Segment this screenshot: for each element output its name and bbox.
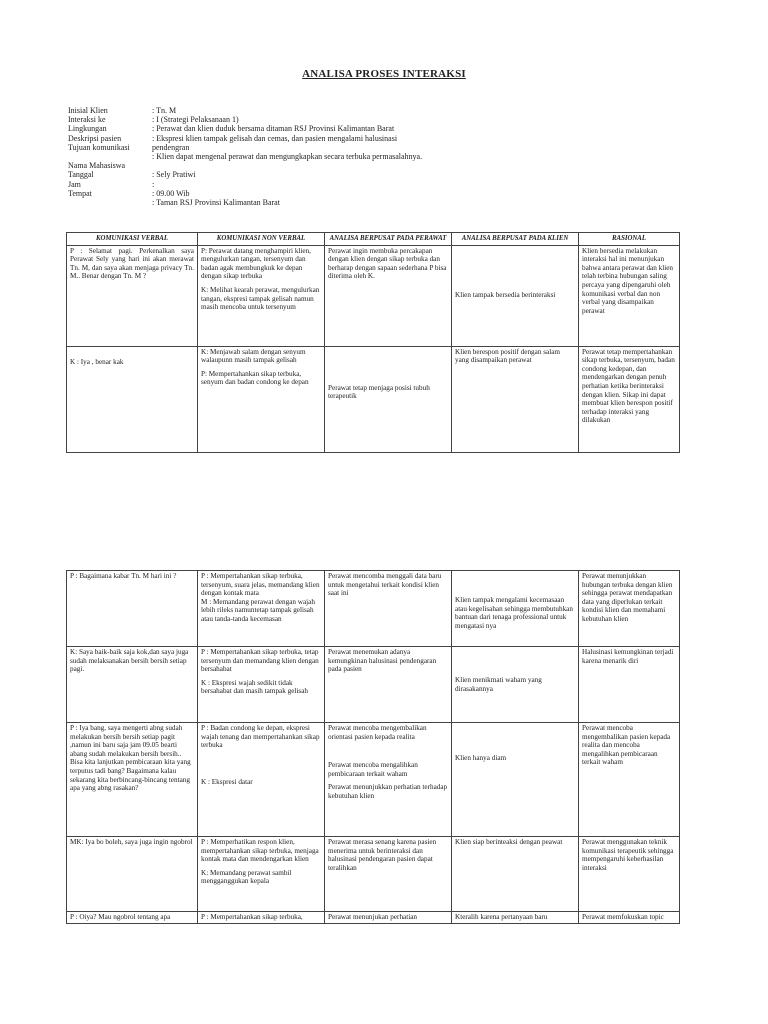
cell-verbal: P : Bagaimana kabar Tn. M hari ini ?	[67, 571, 198, 647]
cell-verbal	[67, 346, 198, 452]
header-nonverbal: KOMUNIKASI NON VERBAL	[198, 233, 325, 246]
table-row	[67, 245, 680, 346]
nonverbal-perawat: P : Mempertahankan sikap terbuka, tetap tersenyum dan memandang klien dengan bersahabat	[201, 648, 319, 674]
nonverbal-klien: K: Menjawab salam dengan senyum walaupunn masih tampak gelisah	[201, 347, 306, 365]
info-label	[68, 198, 152, 207]
cell-verbal: P : Selamat pagi. Perkenalkan saya Perawat Sely yang hari ini akan merawat Tn. M, dan saya akan menjaga privacy Tn. M.. Benar dengan Tn. M ?	[67, 245, 198, 346]
info-value: : Taman RSJ Provinsi Kalimantan Barat	[152, 198, 280, 208]
klien-text: Klien menikmati waham yang dirasakannya	[455, 676, 542, 693]
nonverbal-perawat: P: Mempertahankan sikap terbuka, senyum dan badan condong ke depan	[201, 369, 309, 387]
info-value: :	[152, 179, 155, 189]
nonverbal-klien: M : Memandang perawat dengan wajah lebih rileks namuntetap tampak gelisah atau tanda-tanda kecemasan	[201, 597, 315, 623]
table-row	[67, 346, 680, 452]
table-header-row	[67, 233, 680, 246]
info-label: Interaksi ke	[68, 115, 106, 125]
info-value: pendengran	[152, 142, 190, 152]
table-row	[67, 912, 680, 924]
cell-nonverbal: P : Mempertahankan sikap terbuka,	[198, 912, 325, 924]
info-value: : Sely Pratiwi	[152, 170, 196, 180]
klien-text: Klien tampak mengalami kecemasaan atau kegelisahan sehingga membutuhkan bantuan dari tenaga professional untuk mengatasi nya	[455, 596, 573, 630]
interaction-info	[68, 106, 422, 207]
info-value: : Ekspresi klien tampak gelisah dan cemas, dan pasien mengalami halusinasi	[152, 133, 398, 143]
cell-klien	[452, 723, 579, 837]
info-value: : I (Strategi Pelaksanaan 1)	[152, 115, 239, 125]
info-value: : 09.00 Wib	[152, 188, 190, 198]
nonverbal-klien: K: Memandang perawat sambil mengganggukan kepala	[201, 868, 292, 886]
cell-verbal: K: Saya baik-baik saja kok,dan saya juga sudah melaksanakan bersih bersih setiap pagi.	[67, 647, 198, 723]
cell-klien	[452, 647, 579, 723]
info-label: Deskripsi pasien	[68, 133, 122, 143]
cell-nonverbal	[198, 346, 325, 452]
perawat-text: Perawat tetap menjaga posisi tubuh terapeutik	[328, 383, 430, 401]
cell-perawat: Perawat menunjukan perhatian	[325, 912, 452, 924]
info-value: : Perawat dan klien duduk bersama ditaman RSJ Provinsi Kalimantan Barat	[152, 124, 395, 134]
info-value: : Tn. M	[152, 106, 177, 115]
info-row	[68, 180, 422, 189]
cell-nonverbal	[198, 647, 325, 723]
info-label: Tanggal	[68, 170, 94, 180]
cell-rasional: Perawat mencoba mengembalikan pasien kepada realita dan mencoba mengalihkan pembicaraan terkait waham	[579, 723, 680, 837]
cell-perawat: Perawat ingin membuka percakapan dengan klien dengan sikap terbuka dan berharap dengan sapaan sederhana P bisa diterima oleh K.	[325, 245, 452, 346]
cell-verbal: P : Iya bang, saya mengerti abng sudah melakukan bersih bersih setiap pagit ,namun ini baru saja jam 09.05 bearti abang sudah melakukan bersih bersih.. Bisa kita lanjutkan pembicaraan kita yang terputus tadi bang? Bagaimana kalau sekarang kita berbincang-bincang tentang apa yang abng rasakan?	[67, 723, 198, 837]
info-row	[68, 115, 422, 124]
verbal-text: K : Iya , benar kak	[70, 357, 124, 366]
cell-klien: Kteralih karena pertanyaan baru	[452, 912, 579, 924]
nonverbal-klien: K : Ekspresi wajah sedikit tidak bersahabat dan masih tampak gelisah	[201, 678, 308, 696]
table-row	[67, 723, 680, 837]
cell-perawat	[325, 346, 452, 452]
cell-verbal: P : Oiya? Mau ngobrol tentang apa	[67, 912, 198, 924]
cell-nonverbal	[198, 571, 325, 647]
cell-rasional: Perawat tetap mempertahankan sikap terbuka, tersenyum, badan condong kedepan, dan mendengarkan dengan penuh perhatian ketika berinteraksi dengan klien. Sikap ini dapat membuat klien berespon positif terhadap interaksi yang dilakukan	[579, 346, 680, 452]
info-row	[68, 198, 422, 207]
interaction-table-2	[66, 570, 680, 924]
info-value: : Klien dapat mengenal perawat dan mengungkapkan secara terbuka permasalahnya.	[152, 152, 423, 162]
perawat-note: Perawat mencoba mengalihkan pembicaraan terkait waham	[328, 761, 418, 778]
info-row	[68, 161, 422, 170]
info-row	[68, 152, 422, 161]
header-rasional: RASIONAL	[579, 233, 680, 246]
cell-perawat: Perawat menemukan adanya kemungkinan halusinasi pendengaran pada pasien	[325, 647, 452, 723]
info-row	[68, 170, 422, 179]
document-title: ANALISA PROSES INTERAKSI	[302, 68, 466, 80]
cell-verbal: MK: Iya bo boleh, saya juga ingin ngobrol	[67, 837, 198, 912]
table-row	[67, 571, 680, 647]
header-klien: ANALISA BERPUSAT PADA KLIEN	[452, 233, 579, 246]
interaction-table-1	[66, 232, 680, 453]
perawat-note: Perawat menunjukkan perhatian terhadap kebutuhan klien	[328, 783, 448, 800]
cell-perawat: Perawat mencomba menggali data baru untuk mengetahui terkait kondisi klien saat ini	[325, 571, 452, 647]
nonverbal-perawat: P : Badan condong ke depan, ekspresi wajah tenang dan mempertahankan sikap terbuka	[201, 724, 320, 750]
cell-rasional: Halusinasi kemungkinan terjadi karena menarik diri	[579, 647, 680, 723]
info-label: Inisial Klien	[68, 106, 108, 115]
info-label: Jam	[68, 179, 81, 189]
cell-nonverbal	[198, 723, 325, 837]
klien-text: Klien tampak bersedia berinteraksi	[455, 291, 556, 300]
info-label: Nama Mahasiswa	[68, 161, 126, 171]
info-row	[68, 106, 422, 115]
info-label: Lingkungan	[68, 124, 107, 134]
klien-text: Klien hanya diam	[455, 754, 507, 762]
cell-klien: Klien siap berinteaksi dengan peawat	[452, 837, 579, 912]
info-row	[68, 124, 422, 133]
info-label	[68, 152, 152, 161]
header-perawat: ANALISA BERPUSAT PADA PERAWAT	[325, 233, 452, 246]
table-row	[67, 647, 680, 723]
info-row	[68, 143, 422, 152]
nonverbal-perawat: P : Memperhatikan respon klien, mempertahankan sikap terbuka, menjaga kontak mata dan mendengarkan klien	[201, 838, 319, 864]
cell-nonverbal	[198, 245, 325, 346]
table-row	[67, 837, 680, 912]
cell-rasional: Perawat menunjukkan hubungan terbuka dengan klien sehingga perawat mendapatkan data yang diperlukan terkait kondisi klien dan memahami kebutuhan klien	[579, 571, 680, 647]
info-label: Tempat	[68, 188, 92, 198]
header-verbal: KOMUNIKASI VERBAL	[67, 233, 198, 246]
info-label: Tujuan komunikasi	[68, 142, 130, 152]
info-row	[68, 189, 422, 198]
cell-perawat: Perawat merasa senang karena pasien menerima untuk berinteraksi dan halusinasi pendengaran pasien dapat teralihkan	[325, 837, 452, 912]
cell-rasional: Perawat memfokuskan topic	[579, 912, 680, 924]
perawat-note: Perawat mencoba mengembalikan orientasi pasien kepada realita	[328, 724, 427, 741]
cell-klien: Klien berespon positif dengan salam yang disampaikan perawat	[452, 346, 579, 452]
nonverbal-perawat: P: Perawat datang menghampiri klien, mengulurkan tangan, tersenyum dan badan agak membungkuk ke depan dengan sikap terbuka	[201, 246, 311, 281]
nonverbal-klien: K : Ekspresi datar	[201, 777, 253, 786]
cell-perawat	[325, 723, 452, 837]
cell-klien	[452, 571, 579, 647]
nonverbal-klien: K: Melihat kearah perawat, mengulurkan tangan, ekspresi tampak gelisah namun masih mencoba untuk tersenyum	[201, 285, 320, 312]
info-row	[68, 134, 422, 143]
nonverbal-perawat: P : Mempertahankan sikap terbuka, tersenyum, suara jelas, memandang klien dengan kontak mata	[201, 572, 320, 598]
cell-klien	[452, 245, 579, 346]
cell-rasional: Perawat menggunakan teknik komunikasi terapeutik sehingga mempengaruhi keberhasilan interaksi	[579, 837, 680, 912]
cell-nonverbal	[198, 837, 325, 912]
cell-rasional: Klien bersedia melakukan interaksi hal ini menunjukan bahwa antara perawat dan klien telah terbina hubungan saling percaya yang dipengaruhi oleh komunikasi verbal dan non verbal yang disampaikan perawat	[579, 245, 680, 346]
